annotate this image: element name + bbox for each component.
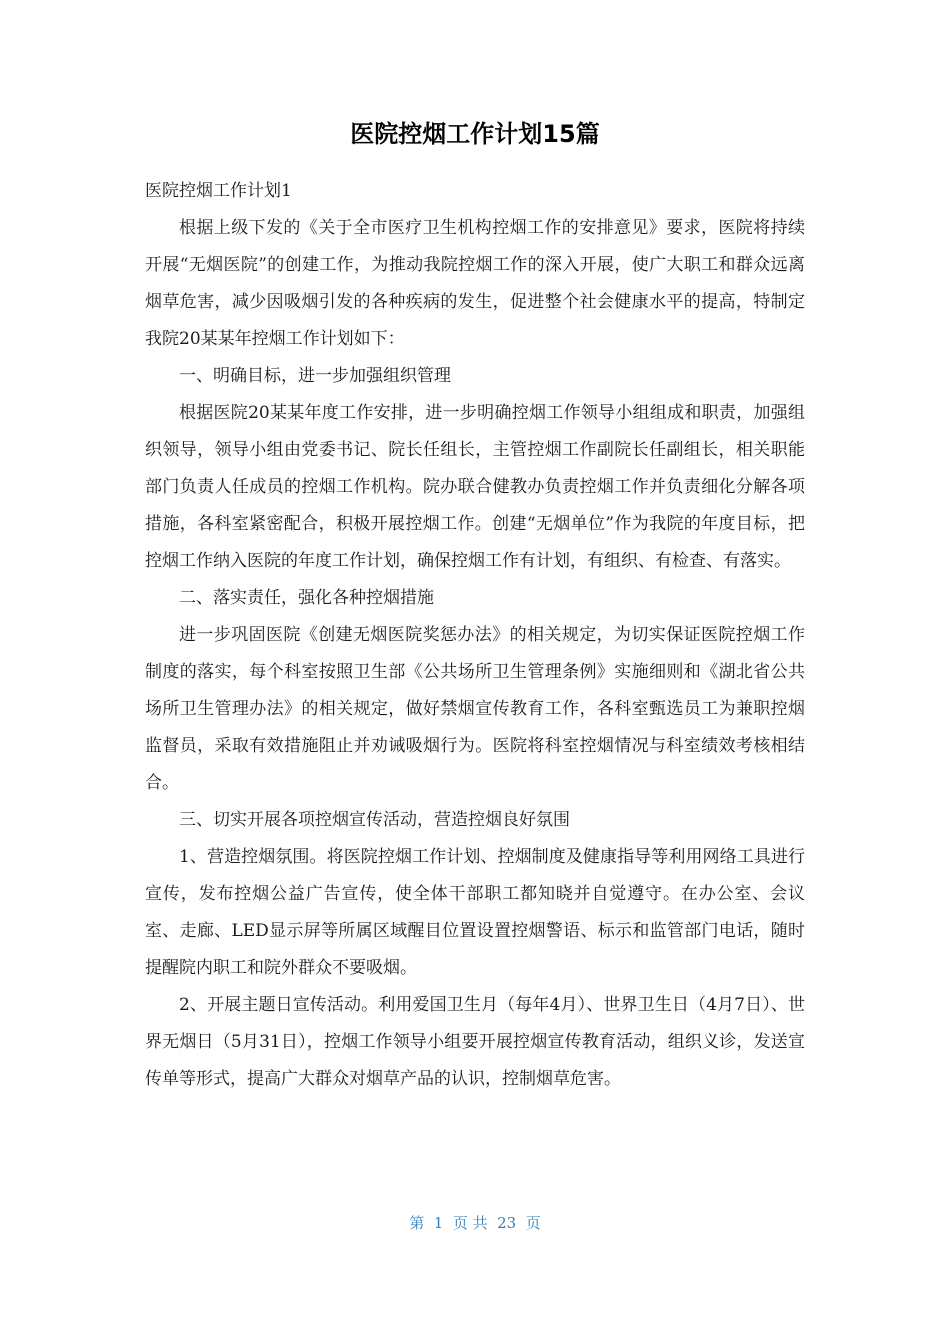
paragraph-intro: 根据上级下发的《关于全市医疗卫生机构控烟工作的安排意见》要求，医院将持续开展“无烟医院”的创建工作，为推动我院控烟工作的深入开展，使广大职工和群众远离烟草危害，减少因吸烟引发的各种疾病的发生，促进整个社会健康水平的提高，特制定我院20某某年控烟工作计划如下： xyxy=(145,218,805,349)
heading-section-three: 三、切实开展各项控烟宣传活动，营造控烟良好氛围 xyxy=(179,810,570,830)
section-heading: 医院控烟工作计划1 xyxy=(145,181,292,201)
paragraph-item-two: 2、开展主题日宣传活动。利用爱国卫生月（每年4月）、世界卫生日（4月7日）、世界无烟日（5月31日），控烟工作领导小组要开展控烟宣传教育活动，组织义诊，发送宣传单等形式，提高广大群众对烟草产品的认识，控制烟草危害。 xyxy=(145,995,805,1089)
document-body xyxy=(145,173,805,1098)
heading-section-one: 一、明确目标，进一步加强组织管理 xyxy=(179,366,451,386)
paragraph-item-one: 1、营造控烟氛围。将医院控烟工作计划、控烟制度及健康指导等利用网络工具进行宣传，发布控烟公益广告宣传，使全体干部职工都知晓并自觉遵守。在办公室、会议室、走廊、LED显示屏等所属区域醒目位置设置控烟警语、标示和监管部门电话，随时提醒院内职工和院外群众不要吸烟。 xyxy=(145,847,805,978)
paragraph-section-two: 进一步巩固医院《创建无烟医院奖惩办法》的相关规定，为切实保证医院控烟工作制度的落实，每个科室按照卫生部《公共场所卫生管理条例》实施细则和《湖北省公共场所卫生管理办法》的相关规定，做好禁烟宣传教育工作，各科室甄选员工为兼职控烟监督员，采取有效措施阻止并劝诫吸烟行为。医院将科室控烟情况与科室绩效考核相结合。 xyxy=(145,625,805,793)
paragraph-section-one: 根据医院20某某年度工作安排，进一步明确控烟工作领导小组组成和职责，加强组织领导，领导小组由党委书记、院长任组长，主管控烟工作副院长任副组长，相关职能部门负责人任成员的控烟工作机构。院办联合健教办负责控烟工作并负责细化分解各项措施，各科室紧密配合，积极开展控烟工作。创建“无烟单位”作为我院的年度目标，把控烟工作纳入医院的年度工作计划，确保控烟工作有计划，有组织、有检查、有落实。 xyxy=(145,403,805,571)
page-number-footer: 第 1 页 共 23 页 xyxy=(409,1214,541,1232)
document-title: 医院控烟工作计划15篇 xyxy=(350,120,600,148)
heading-section-two: 二、落实责任，强化各种控烟措施 xyxy=(179,588,434,608)
